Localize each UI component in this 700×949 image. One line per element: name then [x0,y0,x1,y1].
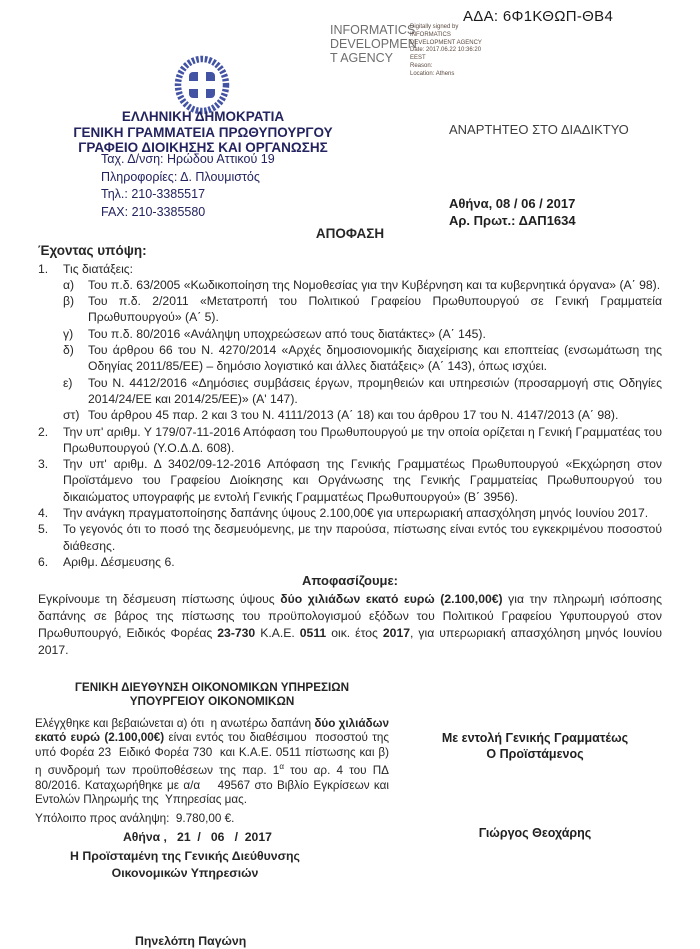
info-contact-line: Πληροφορίες: Δ. Πλουμιστός [101,169,260,184]
operative-text: Εγκρίνουμε τη δέσμευση πίστωσης ύψους [38,591,281,606]
digital-signature-detail-line: DEVELOPMENT AGENCY [410,39,482,46]
financial-directorate-heading [35,681,389,709]
list-item [38,456,662,505]
financial-amount: δύο χιλιάδων εκατό ευρώ (2.100,00€) [35,717,389,745]
sub-item-text: Του Ν. 4412/2016 «Δημόσιες συμβάσεις έργων, προμηθειών και υπηρεσιών (προσαρμογή στις Οδηγίες 2014/24/ΕΕ και 2014/25/ΕΕ)» (Α' 147). [88,375,662,406]
sub-item-text: Του άρθρου 66 του Ν. 4270/2014 «Αρχές δημοσιονομικής διαχείρισης και εποπτείας (ενσωμάτωση της Οδηγίας 2011/85/ΕΕ) – δημόσιο λογιστικό και άλλες διατάξεις» (Α΄ 143), όπως ισχύει. [88,343,662,374]
financial-signer-name: Πηνελόπη Παγώνη [135,934,247,949]
letterhead-line-secretariat: ΓΕΝΙΚΗ ΓΡΑΜΜΑΤΕΙΑ ΠΡΩΘΥΠΟΥΡΓΟΥ [73,124,333,140]
digital-signature-agency [330,23,417,79]
decision-body [38,226,662,659]
sub-list-item [63,326,662,342]
sub-item-letter: α) [63,277,75,292]
financial-verification-paragraph [35,717,389,807]
operative-amount: δύο χιλιάδων εκατό ευρώ (2.100,00€) [280,591,503,606]
financial-heading-line: ΥΠΟΥΡΓΕΙΟΥ ΟΙΚΟΝΟΜΙΚΩΝ [129,695,295,708]
digital-signature-agency-line: INFORMATICS [330,23,416,37]
sub-item-letter: δ) [63,343,74,358]
financial-date-line: Αθήνα , 21 / 06 / 2017 [123,829,272,844]
letterhead-line-office: ΓΡΑΦΕΙΟ ΔΙΟΙΚΗΣΗΣ ΚΑΙ ΟΡΓΑΝΩΣΗΣ [78,140,328,155]
list-item-number: 6. [38,554,49,569]
list-item-number: 5. [38,522,49,537]
preamble-heading: Έχοντας υπόψη: [38,243,147,259]
issue-date-line: Αθήνα, 08 / 06 / 2017 [449,196,576,211]
digital-signature-detail-line: Reason: [410,62,433,69]
sub-item-text: Του π.δ. 63/2005 «Κωδικοποίηση της Νομοθεσίας για την Κυβέρνηση και τα κυβερνητικά όργανα» (Α΄ 98). [88,277,661,292]
operative-agency-code: 23-730 [217,625,256,640]
financial-signer-title [25,848,345,882]
financial-signer-title-line: Οικονομικών Υπηρεσιών [111,866,259,881]
sub-item-letter: στ) [63,408,80,423]
list-item [38,261,662,424]
financial-text: είναι εντός του διαθέσιμου ποσοστού της υπό Φορέα 23 Ειδικό Φορέα 730 και Κ.Α.Ε. 0511 πίστωσης και β) η συνδρομή των προϋποθέσεων της παρ. 1 [35,731,389,778]
digital-signature-stamp [330,24,520,79]
authority-signer-name: Γιώργος Θεοχάρης [478,826,592,840]
letterhead-line-republic: ΕΛΛΗΝΙΚΗ ΔΗΜΟΚΡΑΤΙΑ [121,109,285,124]
date-protocol-block [449,195,576,229]
financial-verification-block [35,681,389,949]
list-item [38,424,662,457]
financial-text: του αρ. 4 του ΠΔ 80/2016. Καταχωρήθηκε με α/α 49567 στο Βιβλίο Εγκρίσεων και Εντολών Πληρωμής της Υπηρεσίας μας. [35,764,389,806]
financial-text: Ελέγχθηκε και βεβαιώνεται α) ότι η ανωτέρω δαπάνη [35,717,315,730]
operative-paragraph [38,591,662,659]
letterhead-contact-info [101,151,275,221]
list-item [38,505,662,521]
sub-item-text: Του π.δ. 80/2016 «Ανάληψη υποχρεώσεων από τους διατάκτες» (Α΄ 145). [88,326,486,341]
sub-item-letter: β) [63,294,75,309]
digital-signature-detail-line: Location: Athens [410,70,455,77]
protocol-number-line: Αρ. Πρωτ.: ΔΑΠ1634 [449,213,576,228]
operative-heading: Αποφασίζουμε: [302,573,398,589]
fax-line: FAX: 210-3385580 [101,204,206,219]
by-order-line: Με εντολή Γενικής Γραμματέως [441,731,629,745]
operative-text: , για υπερωριακή απασχόληση μηνός Ιουνίου 2017. [38,625,663,657]
digital-signature-agency-line: DEVELOPMEN [330,36,417,51]
operative-kae-code: 0511 [299,625,327,640]
digital-signature-detail-line: Date: 2017.06.22 10:36:20 [410,47,482,54]
list-item [38,521,662,554]
letterhead-agency-names [38,109,368,156]
list-item-text: Το γεγονός ότι το ποσό της δεσμευόμενης, με την παρούσα, πίστωσης είναι εντός του εγκεκριμένου ποσοστού διάθεσης. [63,522,662,553]
authority-signature-block [435,730,635,841]
operative-year: 2017 [382,625,411,640]
list-item-number: 2. [38,424,49,439]
digital-signature-detail-line: INFORMATICS [410,31,451,38]
sub-list-item [63,342,662,375]
sub-list-item [63,293,662,326]
list-item-text: Αριθμ. Δέσμευσης 6. [63,554,175,569]
sub-item-text: Του άρθρου 45 παρ. 2 και 3 του Ν. 4111/2013 (Α΄ 18) και του άρθρου 17 του Ν. 4147/2013 (Α΄ 98). [88,408,619,423]
list-item-number: 4. [38,506,49,521]
list-item-text: Τις διατάξεις: [63,261,134,276]
sub-item-letter: ε) [63,375,73,390]
list-item-number: 3. [38,457,49,472]
operative-text: για την πληρωμή ισόποσης δαπάνης σε βάρος της πίστωσης του προϋπολογισμού εξόδων του Πολιτικού Γραφείου Υφυπουργού στον Πρωθυπουργό, Ειδικός Φορέας [38,591,662,640]
financial-superscript: α [279,762,284,772]
digital-signature-detail-line: EEST [410,55,426,62]
phone-line: Τηλ.: 210-3385517 [101,187,206,201]
ada-number: ΑΔΑ: 6Φ1ΚΘΩΠ-ΘΒ4 [463,8,614,25]
list-item-text: Την υπ' αριθμ. Δ 3402/09-12-2016 Απόφαση της Γενικής Γραμματέως Πρωθυπουργού «Εκχώρηση στον Προϊστάμενο του Γραφείου Διοίκησης και Οργάνωσης της Γενικής Γραμματείας Πρωθυπουργού του δικαιώματος υπογραφής με εντολή Γενικής Γραμματέως Πρωθυπουργού» (Β΄ 3956). [63,457,662,504]
sub-list-item [63,375,662,408]
financial-heading-line: ΓΕΝΙΚΗ ΔΙΕΥΘΥΝΣΗ ΟΙΚΟΝΟΜΙΚΩΝ ΥΠΗΡΕΣΙΩΝ [74,681,350,694]
decision-title: ΑΠΟΦΑΣΗ [315,226,385,241]
remaining-balance-line: Υπόλοιπο προς ανάληψη: 9.780,00 €. [35,812,235,826]
sub-item-letter: γ) [63,326,74,341]
digital-signature-agency-line: T AGENCY [330,50,393,65]
financial-signer-title-line: Η Προϊσταμένη της Γενικής Διεύθυνσης [70,849,300,864]
sub-item-text: Του π.δ. 2/2011 «Μετατροπή του Πολιτικού Γραφείου Πρωθυπουργού σε Γενική Γραμματεία Πρωθυπουργού» (Α΄ 5). [88,294,662,325]
list-item [38,554,662,570]
operative-text: Κ.Α.Ε. [255,625,300,640]
signer-role-line: Ο Προϊστάμενος [486,747,584,761]
list-item-text: Την υπ' αριθμ. Υ 179/07-11-2016 Απόφαση του Πρωθυπουργού με την οποία ορίζεται η Γενική Γραμματέας του Πρωθυπουργού (Υ.Ο.Δ.Δ. 608). [63,424,662,455]
list-item-text: Την ανάγκη πραγματοποίησης δαπάνης ύψους 2.100,00€ για υπερωριακή απασχόληση μηνός Ιουνίου 2017. [63,506,649,521]
web-posting-notice: ΑΝΑΡΤΗΤΕΟ ΣΤΟ ΔΙΑΔΙΚΤΥΟ [449,122,629,137]
address-line: Ταχ. Δ/νση: Ηρώδου Αττικού 19 [101,152,275,166]
digital-signature-details [410,24,520,79]
operative-text: οικ. έτος [326,625,383,640]
sub-list-item [63,277,662,293]
digital-signature-detail-line: Digitally signed by [410,24,459,30]
list-item-number: 1. [38,261,49,276]
sub-list-item [63,407,662,423]
